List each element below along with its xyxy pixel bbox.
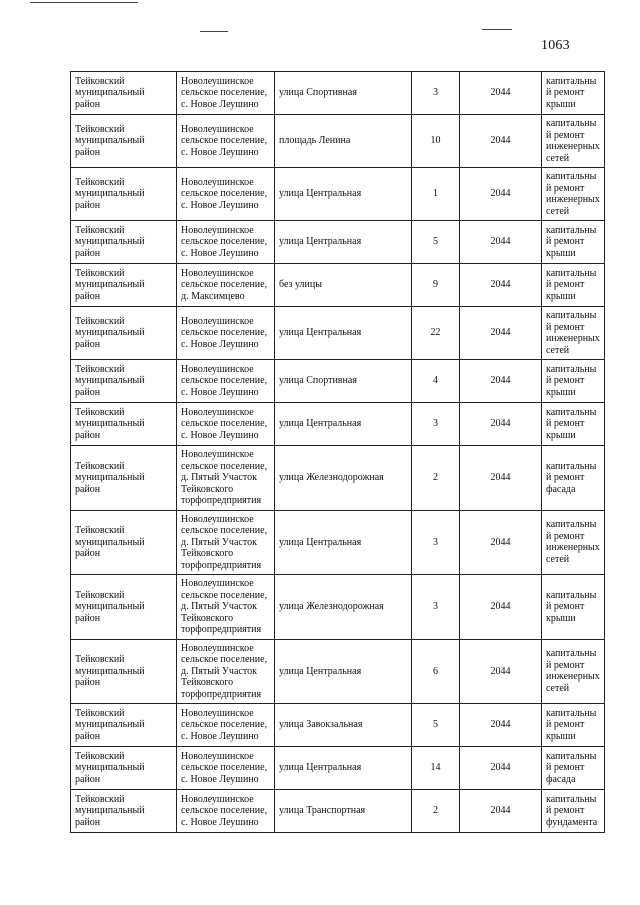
table-row (71, 307, 605, 360)
district-cell: Тейковский муниципальный район (71, 264, 177, 307)
work-type-cell: капитальный ремонт инженерных сетей (542, 307, 605, 360)
district-cell: Тейковский муниципальный район (71, 510, 177, 575)
street-cell: улица Центральная (275, 639, 412, 704)
district-cell: Тейковский муниципальный район (71, 446, 177, 511)
street-cell: улица Спортивная (275, 360, 412, 403)
table-body (71, 72, 605, 833)
year-cell: 2044 (460, 510, 542, 575)
street-cell: улица Завокзальная (275, 704, 412, 747)
street-cell: площадь Ленина (275, 115, 412, 168)
district-cell: Тейковский муниципальный район (71, 790, 177, 833)
settlement-cell: Новолеушинское сельское поселение, д. Пятый Участок Тейковского торфопредприятия (177, 510, 275, 575)
settlement-cell: Новолеушинское сельское поселение, д. Максимцево (177, 264, 275, 307)
table-row (71, 704, 605, 747)
work-type-cell: капитальный ремонт инженерных сетей (542, 115, 605, 168)
street-cell: улица Центральная (275, 168, 412, 221)
settlement-cell: Новолеушинское сельское поселение, с. Новое Леушино (177, 360, 275, 403)
house-number-cell: 2 (412, 446, 460, 511)
settlement-cell: Новолеушинское сельское поселение, с. Новое Леушино (177, 168, 275, 221)
house-number-cell: 1 (412, 168, 460, 221)
house-number-cell: 9 (412, 264, 460, 307)
scan-artifact-line (200, 31, 228, 32)
house-number-cell: 4 (412, 360, 460, 403)
work-type-cell: капитальный ремонт крыши (542, 704, 605, 747)
house-number-cell: 10 (412, 115, 460, 168)
house-number-cell: 2 (412, 790, 460, 833)
settlement-cell: Новолеушинское сельское поселение, с. Новое Леушино (177, 307, 275, 360)
work-type-cell: капитальный ремонт крыши (542, 360, 605, 403)
work-type-cell: капитальный ремонт инженерных сетей (542, 510, 605, 575)
housing-repair-table (70, 71, 605, 833)
work-type-cell: капитальный ремонт фасада (542, 446, 605, 511)
street-cell: улица Центральная (275, 221, 412, 264)
district-cell: Тейковский муниципальный район (71, 168, 177, 221)
settlement-cell: Новолеушинское сельское поселение, с. Новое Леушино (177, 704, 275, 747)
year-cell: 2044 (460, 221, 542, 264)
table-row (71, 747, 605, 790)
work-type-cell: капитальный ремонт крыши (542, 72, 605, 115)
year-cell: 2044 (460, 115, 542, 168)
street-cell: улица Центральная (275, 307, 412, 360)
table-row (71, 446, 605, 511)
house-number-cell: 5 (412, 704, 460, 747)
house-number-cell: 3 (412, 403, 460, 446)
year-cell: 2044 (460, 307, 542, 360)
work-type-cell: капитальный ремонт крыши (542, 264, 605, 307)
scan-artifact-line (30, 2, 138, 3)
street-cell: улица Центральная (275, 510, 412, 575)
year-cell: 2044 (460, 446, 542, 511)
district-cell: Тейковский муниципальный район (71, 307, 177, 360)
table-row (71, 403, 605, 446)
settlement-cell: Новолеушинское сельское поселение, с. Новое Леушино (177, 747, 275, 790)
settlement-cell: Новолеушинское сельское поселение, д. Пятый Участок Тейковского торфопредприятия (177, 575, 275, 640)
year-cell: 2044 (460, 264, 542, 307)
street-cell: улица Железнодорожная (275, 446, 412, 511)
district-cell: Тейковский муниципальный район (71, 403, 177, 446)
settlement-cell: Новолеушинское сельское поселение, с. Новое Леушино (177, 115, 275, 168)
work-type-cell: капитальный ремонт инженерных сетей (542, 639, 605, 704)
year-cell: 2044 (460, 639, 542, 704)
district-cell: Тейковский муниципальный район (71, 747, 177, 790)
street-cell: улица Центральная (275, 403, 412, 446)
table-row (71, 360, 605, 403)
work-type-cell: капитальный ремонт крыши (542, 575, 605, 640)
work-type-cell: капитальный ремонт фасада (542, 747, 605, 790)
year-cell: 2044 (460, 790, 542, 833)
work-type-cell: капитальный ремонт фундамента (542, 790, 605, 833)
district-cell: Тейковский муниципальный район (71, 72, 177, 115)
page-number: 1063 (541, 38, 570, 53)
street-cell: улица Центральная (275, 747, 412, 790)
table-row (71, 168, 605, 221)
table-row (71, 115, 605, 168)
street-cell: без улицы (275, 264, 412, 307)
settlement-cell: Новолеушинское сельское поселение, с. Новое Леушино (177, 72, 275, 115)
table-row (71, 790, 605, 833)
table-row (71, 264, 605, 307)
year-cell: 2044 (460, 168, 542, 221)
settlement-cell: Новолеушинское сельское поселение, д. Пятый Участок Тейковского торфопредприятия (177, 446, 275, 511)
year-cell: 2044 (460, 360, 542, 403)
house-number-cell: 6 (412, 639, 460, 704)
district-cell: Тейковский муниципальный район (71, 360, 177, 403)
district-cell: Тейковский муниципальный район (71, 115, 177, 168)
work-type-cell: капитальный ремонт инженерных сетей (542, 168, 605, 221)
house-number-cell: 14 (412, 747, 460, 790)
district-cell: Тейковский муниципальный район (71, 639, 177, 704)
settlement-cell: Новолеушинское сельское поселение, с. Новое Леушино (177, 790, 275, 833)
scan-artifact-line (482, 29, 512, 30)
table-row (71, 639, 605, 704)
settlement-cell: Новолеушинское сельское поселение, д. Пятый Участок Тейковского торфопредприятия (177, 639, 275, 704)
table-row (71, 510, 605, 575)
house-number-cell: 3 (412, 510, 460, 575)
table-row (71, 575, 605, 640)
house-number-cell: 3 (412, 575, 460, 640)
settlement-cell: Новолеушинское сельское поселение, с. Новое Леушино (177, 403, 275, 446)
district-cell: Тейковский муниципальный район (71, 221, 177, 264)
house-number-cell: 22 (412, 307, 460, 360)
work-type-cell: капитальный ремонт крыши (542, 403, 605, 446)
street-cell: улица Транспортная (275, 790, 412, 833)
district-cell: Тейковский муниципальный район (71, 704, 177, 747)
work-type-cell: капитальный ремонт крыши (542, 221, 605, 264)
street-cell: улица Железнодорожная (275, 575, 412, 640)
settlement-cell: Новолеушинское сельское поселение, с. Новое Леушино (177, 221, 275, 264)
house-number-cell: 5 (412, 221, 460, 264)
year-cell: 2044 (460, 403, 542, 446)
year-cell: 2044 (460, 575, 542, 640)
table-row (71, 221, 605, 264)
table-row (71, 72, 605, 115)
street-cell: улица Спортивная (275, 72, 412, 115)
house-number-cell: 3 (412, 72, 460, 115)
year-cell: 2044 (460, 704, 542, 747)
year-cell: 2044 (460, 747, 542, 790)
year-cell: 2044 (460, 72, 542, 115)
district-cell: Тейковский муниципальный район (71, 575, 177, 640)
